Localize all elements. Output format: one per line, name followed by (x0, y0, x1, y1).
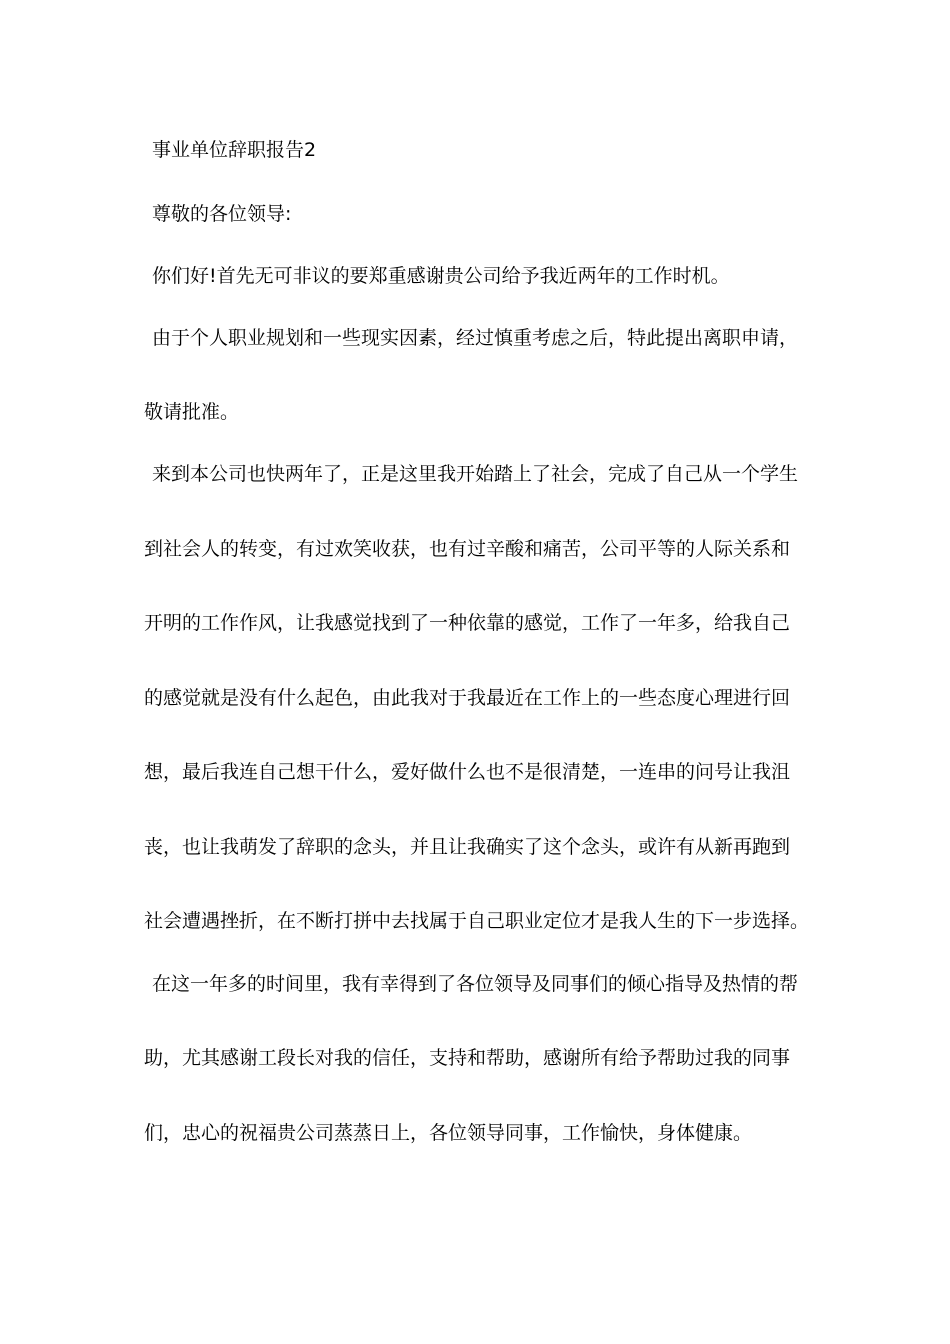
paragraph-line: 想，最后我连自己想干什么，爱好做什么也不是很清楚，一连串的问号让我沮 (144, 761, 791, 783)
paragraph-line: 在这一年多的时间里，我有幸得到了各位领导及同事们的倾心指导及热情的帮 (152, 973, 799, 995)
paragraph-line: 的感觉就是没有什么起色，由此我对于我最近在工作上的一些态度心理进行回 (144, 687, 791, 709)
paragraph-line: 来到本公司也快两年了，正是这里我开始踏上了社会，完成了自己从一个学生 (152, 463, 799, 485)
document-title: 事业单位辞职报告2 (152, 139, 317, 161)
paragraph-line: 们，忠心的祝福贵公司蒸蒸日上，各位领导同事，工作愉快，身体健康。 (144, 1122, 753, 1144)
salutation: 尊敬的各位领导: (152, 203, 292, 225)
paragraph-line: 社会遭遇挫折，在不断打拼中去找属于自己职业定位才是我人生的下一步选择。 (144, 910, 810, 932)
paragraph-line: 丧，也让我萌发了辞职的念头，并且让我确实了这个念头，或许有从新再跑到 (144, 836, 791, 858)
paragraph-line: 由于个人职业规划和一些现实因素，经过慎重考虑之后，特此提出离职申请， (152, 327, 799, 349)
paragraph-line: 到社会人的转变，有过欢笑收获，也有过辛酸和痛苦，公司平等的人际关系和 (144, 538, 791, 560)
paragraph-line: 开明的工作作风，让我感觉找到了一种依靠的感觉，工作了一年多，给我自己 (144, 612, 791, 634)
paragraph-line: 你们好!首先无可非议的要郑重感谢贵公司给予我近两年的工作时机。 (152, 265, 730, 287)
paragraph-line: 助，尤其感谢工段长对我的信任，支持和帮助，感谢所有给予帮助过我的同事 (144, 1047, 791, 1069)
paragraph-line: 敬请批准。 (144, 401, 240, 423)
